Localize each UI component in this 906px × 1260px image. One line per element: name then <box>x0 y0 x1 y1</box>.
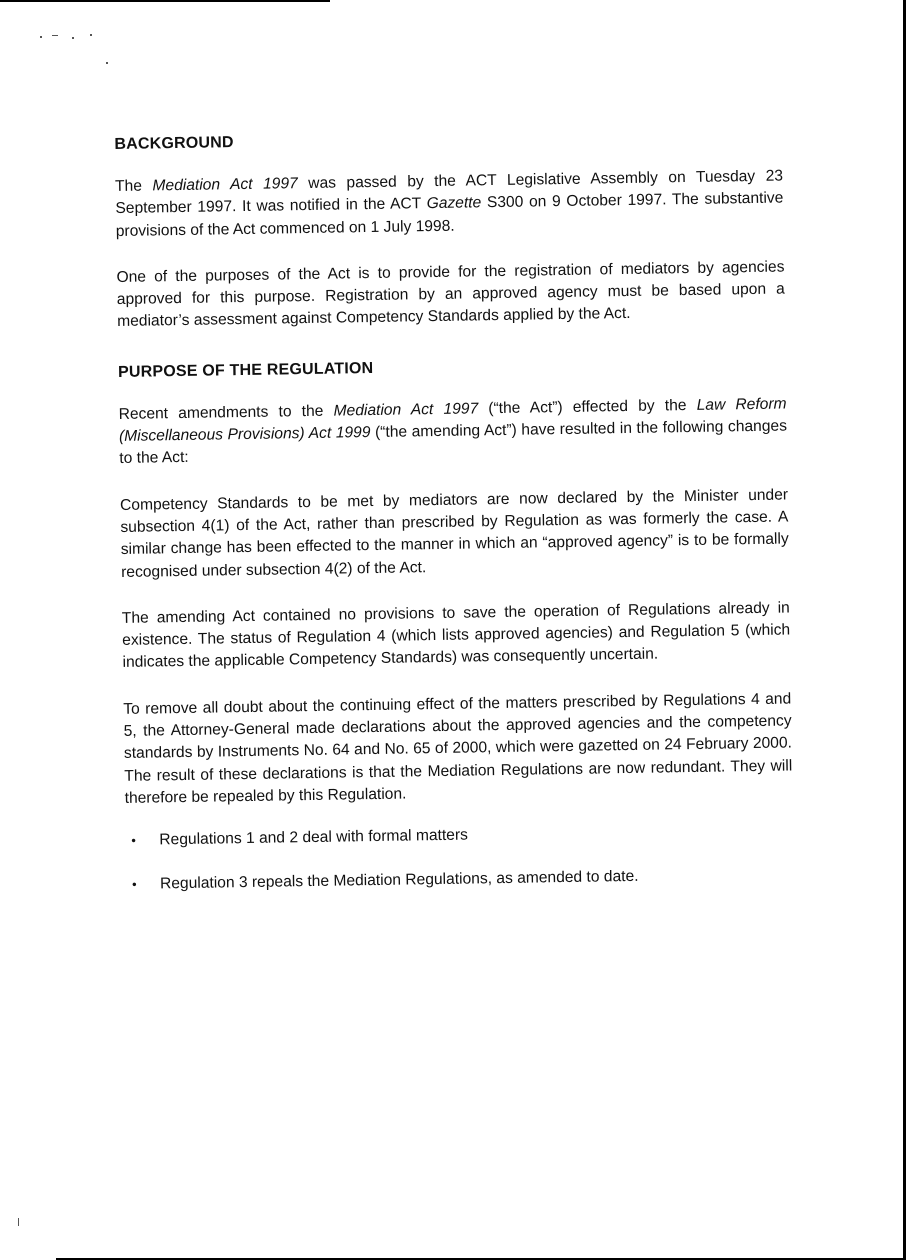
heading-purpose: PURPOSE OF THE REGULATION <box>117 359 374 381</box>
scan-speck <box>52 35 58 36</box>
regulation-bullet-list <box>125 820 794 896</box>
list-item <box>125 820 793 852</box>
scan-speck <box>90 34 92 36</box>
scan-speck <box>72 37 74 39</box>
purpose-paragraph-2: Competency Standards to be met by mediators are now declared by the Minister under subsection 4(1) of the Act, rather than prescribed by Regulation as was formerly the case. A similar change has been effected to the manner in which an “approved agency” is to be formally recognised under subsection 4(2) of the Act. <box>119 486 789 581</box>
purpose-paragraph-4: To remove all doubt about the continuing effect of the matters prescribed by Regulations 4 and 5, the Attorney-General made declarations about the approved agencies and the competency standards by Instruments No. 64 and No. 65 of 2000, which were gazetted on 24 February 2000. The result of these declarations is that the Mediation Regulations are now redundant. They will therefore be repealed by this Regulation. <box>123 690 793 807</box>
scan-edge-top <box>0 0 330 2</box>
text-run: S300 on 9 October 1997. The substantive provisions of the Act commenced on 1 July 1998. <box>115 189 784 240</box>
text-run: (“the amending Act”) have resulted in the following changes to the Act: <box>119 417 788 468</box>
text-run: (“the Act”) effected by the <box>478 396 697 418</box>
scan-speck <box>18 1218 19 1226</box>
list-item-text: Regulations 1 and 2 deal with formal matters <box>159 826 469 849</box>
scan-speck <box>106 62 108 64</box>
bullet-icon: • <box>131 876 137 893</box>
background-paragraph-1 <box>115 166 784 243</box>
list-item-text: Regulation 3 repeals the Mediation Regulations, as amended to date. <box>159 868 639 893</box>
background-paragraph-2: One of the purposes of the Act is to provide for the registration of mediators by agencies approved for this purpose. Registration by an approved agency must be based upon a mediator’s assessment against Competency Standards applied by the Act. <box>116 258 785 331</box>
italic-act-title: Mediation Act 1997 <box>333 400 479 420</box>
text-run: The <box>114 177 153 195</box>
purpose-paragraph-3: The amending Act contained no provisions to save the operation of Regulations already in existence. The status of Regulation 4 (which lists approved agencies) and Regulation 5 (which indicates the applicable Competency Standards) was consequently uncertain. <box>121 599 791 672</box>
italic-gazette: Gazette <box>426 194 482 213</box>
italic-amending-act-title: Law Reform (Miscellaneous Provisions) Act 1999 <box>118 395 787 446</box>
text-run: was passed by the ACT Legislative Assembly on Tuesday 23 September 1997. It was notified in the ACT <box>115 167 784 218</box>
list-item <box>126 864 794 896</box>
text-run: Recent amendments to the <box>118 402 334 423</box>
purpose-paragraph-1 <box>118 393 787 470</box>
italic-act-title: Mediation Act 1997 <box>152 175 298 195</box>
heading-background: BACKGROUND <box>114 134 234 153</box>
scan-speck <box>40 36 42 38</box>
bullet-icon: • <box>131 832 137 849</box>
document-page <box>114 108 794 919</box>
